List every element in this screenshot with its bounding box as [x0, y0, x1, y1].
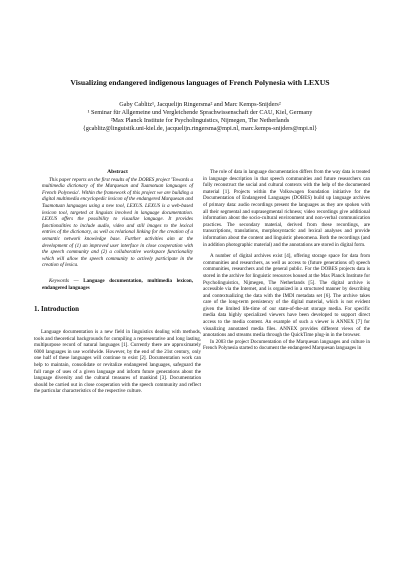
right-column: [203, 169, 370, 352]
keywords-dash: —: [69, 277, 84, 284]
section-heading-introduction: 1. Introduction: [34, 305, 79, 314]
keywords-line: [34, 278, 201, 291]
affiliation-mpi: ²Max Planck Institute for Psycholinguistics, Nijmegen, The Netherlands: [110, 116, 290, 124]
body-paragraph-1: The role of data in language documentation differs from the way data is treated in language description in that speech communities and future researchers can fully reconstruct the social and cultural contexts with the help of the documented material [1]. Projects within the Volkswagen foundation initiative for the Documentation of Endangered Languages (DOBES) build up language archives of primary data: audio recordings present the languages as they are spoken with all their segmental and suprasegmental richness; video recordings give additional information about the socio-cultural environment and non-verbal communication practices. The secondary material, derived from these recordings, are transcriptions, translations, morphosyntactic and lexical analyses and provide information about the content and linguistic phenomena. Both the recordings (and in addition photographic material) and the annotations are stored in digital form.: [203, 169, 370, 248]
keywords-label: Keywords: [49, 277, 70, 284]
keywords-text: Language documentation, multimedia lexicon, endangered languages: [42, 277, 193, 291]
abstract-heading: Abstract: [107, 169, 128, 175]
paper-title: Visualizing endangered indigenous languages of French Polynesia with LEXUS: [70, 78, 330, 87]
affiliation-kiel: ¹ Seminar für Allgemeine und Vergleichende Sprachwissenschaft der CAU, Kiel, Germany: [87, 108, 313, 116]
left-column: [34, 169, 201, 395]
body-paragraph-2: A number of digital archives exist [4], offering storage space for data from communities and researchers, as well as access to (future generations of) speech communities, researchers and the general public. For the DOBES projects data is stored in the archive for linguistic resources housed at the Max Planck Institute for Psycholinguistics, Nijmegen, The Netherlands [5]. The digital archive is accessible via the Internet, and is organized in a structured manner by describing and contextualizing the data with the IMDI metadata set [6]. The archive takes care of the long-term persistency of the digital material, which is not evident given the limited life-time of our state-of-the-art storage media. For specific media data highly specialized viewers have been developed to support direct access to the media content. An example of such a viewer is ANNEX [7] for visualizing annotated media files. ANNEX provides different views of the annotations and streams media through the QuickTime plug-in in the browser.: [203, 253, 370, 339]
body-paragraph-3: In 2003 the project Documentation of the Marquesan languages and culture in French Polynesia started to document the endangered Marquesan languages in: [203, 338, 370, 352]
abstract-text: This paper reports on the first results of the DOBES project 'Towards a multimedia dictionary of the Marquesan and Tuamotuan languages of French Polynesia'. Within the framework of this project we are building a digital multimedia encyclopedic lexicon of the endangered Marquesan and Tuamotuan languages using a new tool, LEXUS. LEXUS is a web-based lexicon tool, targeted at linguists involved in language documentation. LEXUS offers the possibility to visualize language. It provides functionalities to include audio, video and still images to the lexical entries of the dictionary, as well as relational linking for the creation of a semantic network knowledge base. Further activities aim at the development of (1) an improved user interface in close cooperation with the speech community and (2) a collaborative workspace functionality which will allow the speech community to actively participate in the creation of lexica.: [42, 176, 193, 269]
author-emails: {gcablitz@linguistik.uni-kiel.de, jacquelijn.ringersma@mpi.nl, marc.kemps-snijders@mpi.nl}: [82, 124, 318, 132]
author-block: [20, 101, 380, 133]
author-names: Gaby Cablitz¹, Jacquelijn Ringersma² and Marc Kemps-Snijders²: [119, 101, 281, 108]
intro-paragraph: Language documentation is a new field in linguistics dealing with methods, tools and theoretical backgrounds for compiling a representative and long lasting, multipurpose record of natural languages [1]. Currently there are approximately 6000 languages in use worldwide. However, by the end of the 21st century, only one half of these languages will continue to exist [2]. Documentation work can help to maintain, consolidate or revitalize endangered languages, safeguard the full range of uses of a given language and inform future generations about the language diversity and the cultural treasures of mankind [3]. Documentation should be carried out in close cooperation with the speech community and reflect the particular characteristics of the respective culture.: [34, 329, 201, 395]
